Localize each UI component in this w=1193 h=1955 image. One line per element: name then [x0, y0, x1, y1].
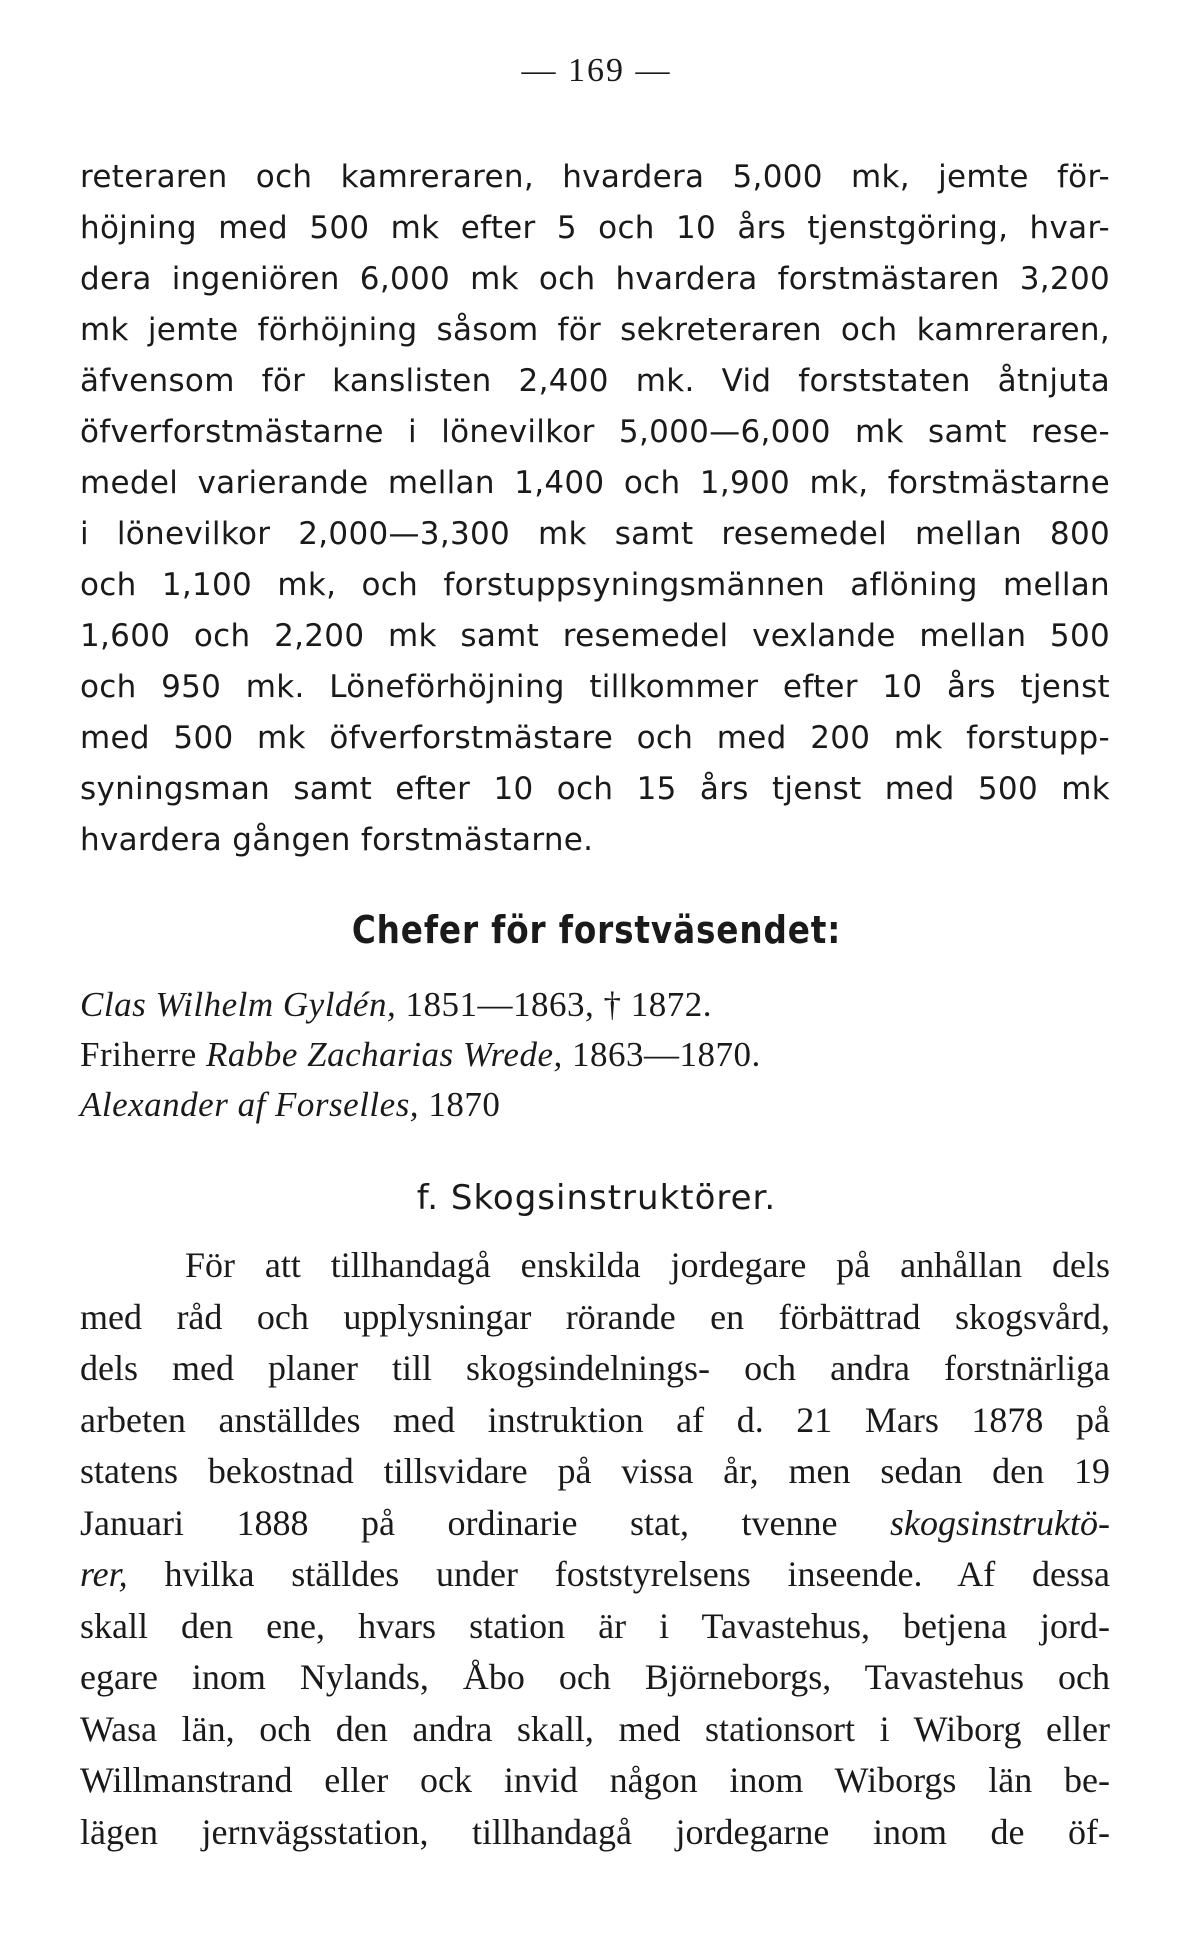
chief-name: Clas Wilhelm Gyldén,: [80, 985, 397, 1024]
text-line: öfverforstmästarne i lönevilkor 5,000—6,000 mk samt rese-: [80, 414, 1110, 450]
text-line: syningsman samt efter 10 och 15 års tjenst med 500 mk: [80, 771, 1110, 807]
text-line: höjning med 500 mk efter 5 och 10 års tjenstgöring, hvar-: [80, 210, 1110, 246]
text-segment-italic: rer,: [80, 1554, 128, 1594]
chiefs-list: [80, 980, 1110, 1130]
text-line: dera ingeniören 6,000 mk och hvardera forstmästaren 3,200: [80, 261, 1110, 297]
chief-years: 1851—1863, † 1872.: [396, 985, 712, 1024]
chief-years: 1863—1870.: [562, 1035, 761, 1074]
text-line: [80, 1498, 1110, 1550]
text-line: lägen jernvägsstation, tillhandagå jordegarne inom de öf-: [80, 1811, 1110, 1852]
chief-entry: [80, 980, 1110, 1030]
text-line: statens bekostnad tillsvidare på vissa år, men sedan den 19: [80, 1451, 1110, 1491]
text-line: egare inom Nylands, Åbo och Björneborgs, Tavastehus och: [80, 1657, 1110, 1697]
text-line: och 950 mk. Löneförhöjning tillkommer efter 10 års tjenst: [80, 669, 1110, 705]
text-line: [80, 1549, 1110, 1601]
text-line: medel varierande mellan 1,400 och 1,900 mk, forstmästarne: [80, 465, 1110, 501]
chief-years: 1870: [419, 1085, 501, 1124]
paragraph-salaries: [80, 152, 1110, 866]
section-heading-forest-instructors: f. Skogsinstruktörer.: [416, 1178, 777, 1218]
chief-prefix: Friherre: [80, 1035, 206, 1074]
text-line: hvardera gången forstmästarne.: [80, 822, 594, 858]
chief-entry: [80, 1080, 1110, 1130]
page-number: — 169 —: [521, 52, 672, 89]
text-line: äfvensom för kanslisten 2,400 mk. Vid forststaten åtnjuta: [80, 363, 1110, 399]
text-line: Wasa län, och den andra skall, med stationsort i Wiborg eller: [80, 1708, 1110, 1749]
text-line: med 500 mk öfverforstmästare och med 200 mk forstupp-: [80, 720, 1110, 756]
text-line: mk jemte förhöjning såsom för sekreteraren och kamreraren,: [80, 312, 1110, 348]
chief-entry: [80, 1030, 1110, 1080]
text-line: dels med planer till skogsindelnings- och andra forstnärliga: [80, 1348, 1110, 1388]
text-line: arbeten anställdes med instruktion af d. 21 Mars 1878 på: [80, 1399, 1110, 1440]
text-segment: Januari 1888 på ordinarie stat, tvenne: [80, 1502, 890, 1543]
text-segment: hvilka ställdes under foststyrelsens inseende. Af dessa: [127, 1554, 1110, 1594]
text-line: För att tillhandagå enskilda jordegare på anhållan dels: [185, 1245, 1110, 1285]
text-line: i lönevilkor 2,000—3,300 mk samt resemedel mellan 800: [80, 516, 1110, 552]
text-line: skall den ene, hvars station är i Tavastehus, betjena jord-: [80, 1605, 1110, 1646]
text-line: 1,600 och 2,200 mk samt resemedel vexlande mellan 500: [80, 618, 1110, 654]
text-line: och 1,100 mk, och forstuppsyningsmännen aflöning mellan: [80, 567, 1110, 603]
text-line: Willmanstrand eller ock invid någon inom Wiborgs län be-: [80, 1760, 1110, 1800]
chief-name: Rabbe Zacharias Wrede,: [205, 1035, 563, 1074]
paragraph-forest-instructors: [80, 1240, 1110, 1858]
text-line: reteraren och kamreraren, hvardera 5,000 mk, jemte för-: [80, 159, 1110, 195]
text-segment-italic: skogsinstruktö-: [890, 1502, 1110, 1543]
chief-name: Alexander af Forselles,: [80, 1085, 420, 1124]
section-heading-chiefs: Chefer för forstväsendet:: [351, 908, 842, 952]
text-line: med råd och upplysningar rörande en förbättrad skogsvård,: [80, 1296, 1110, 1337]
